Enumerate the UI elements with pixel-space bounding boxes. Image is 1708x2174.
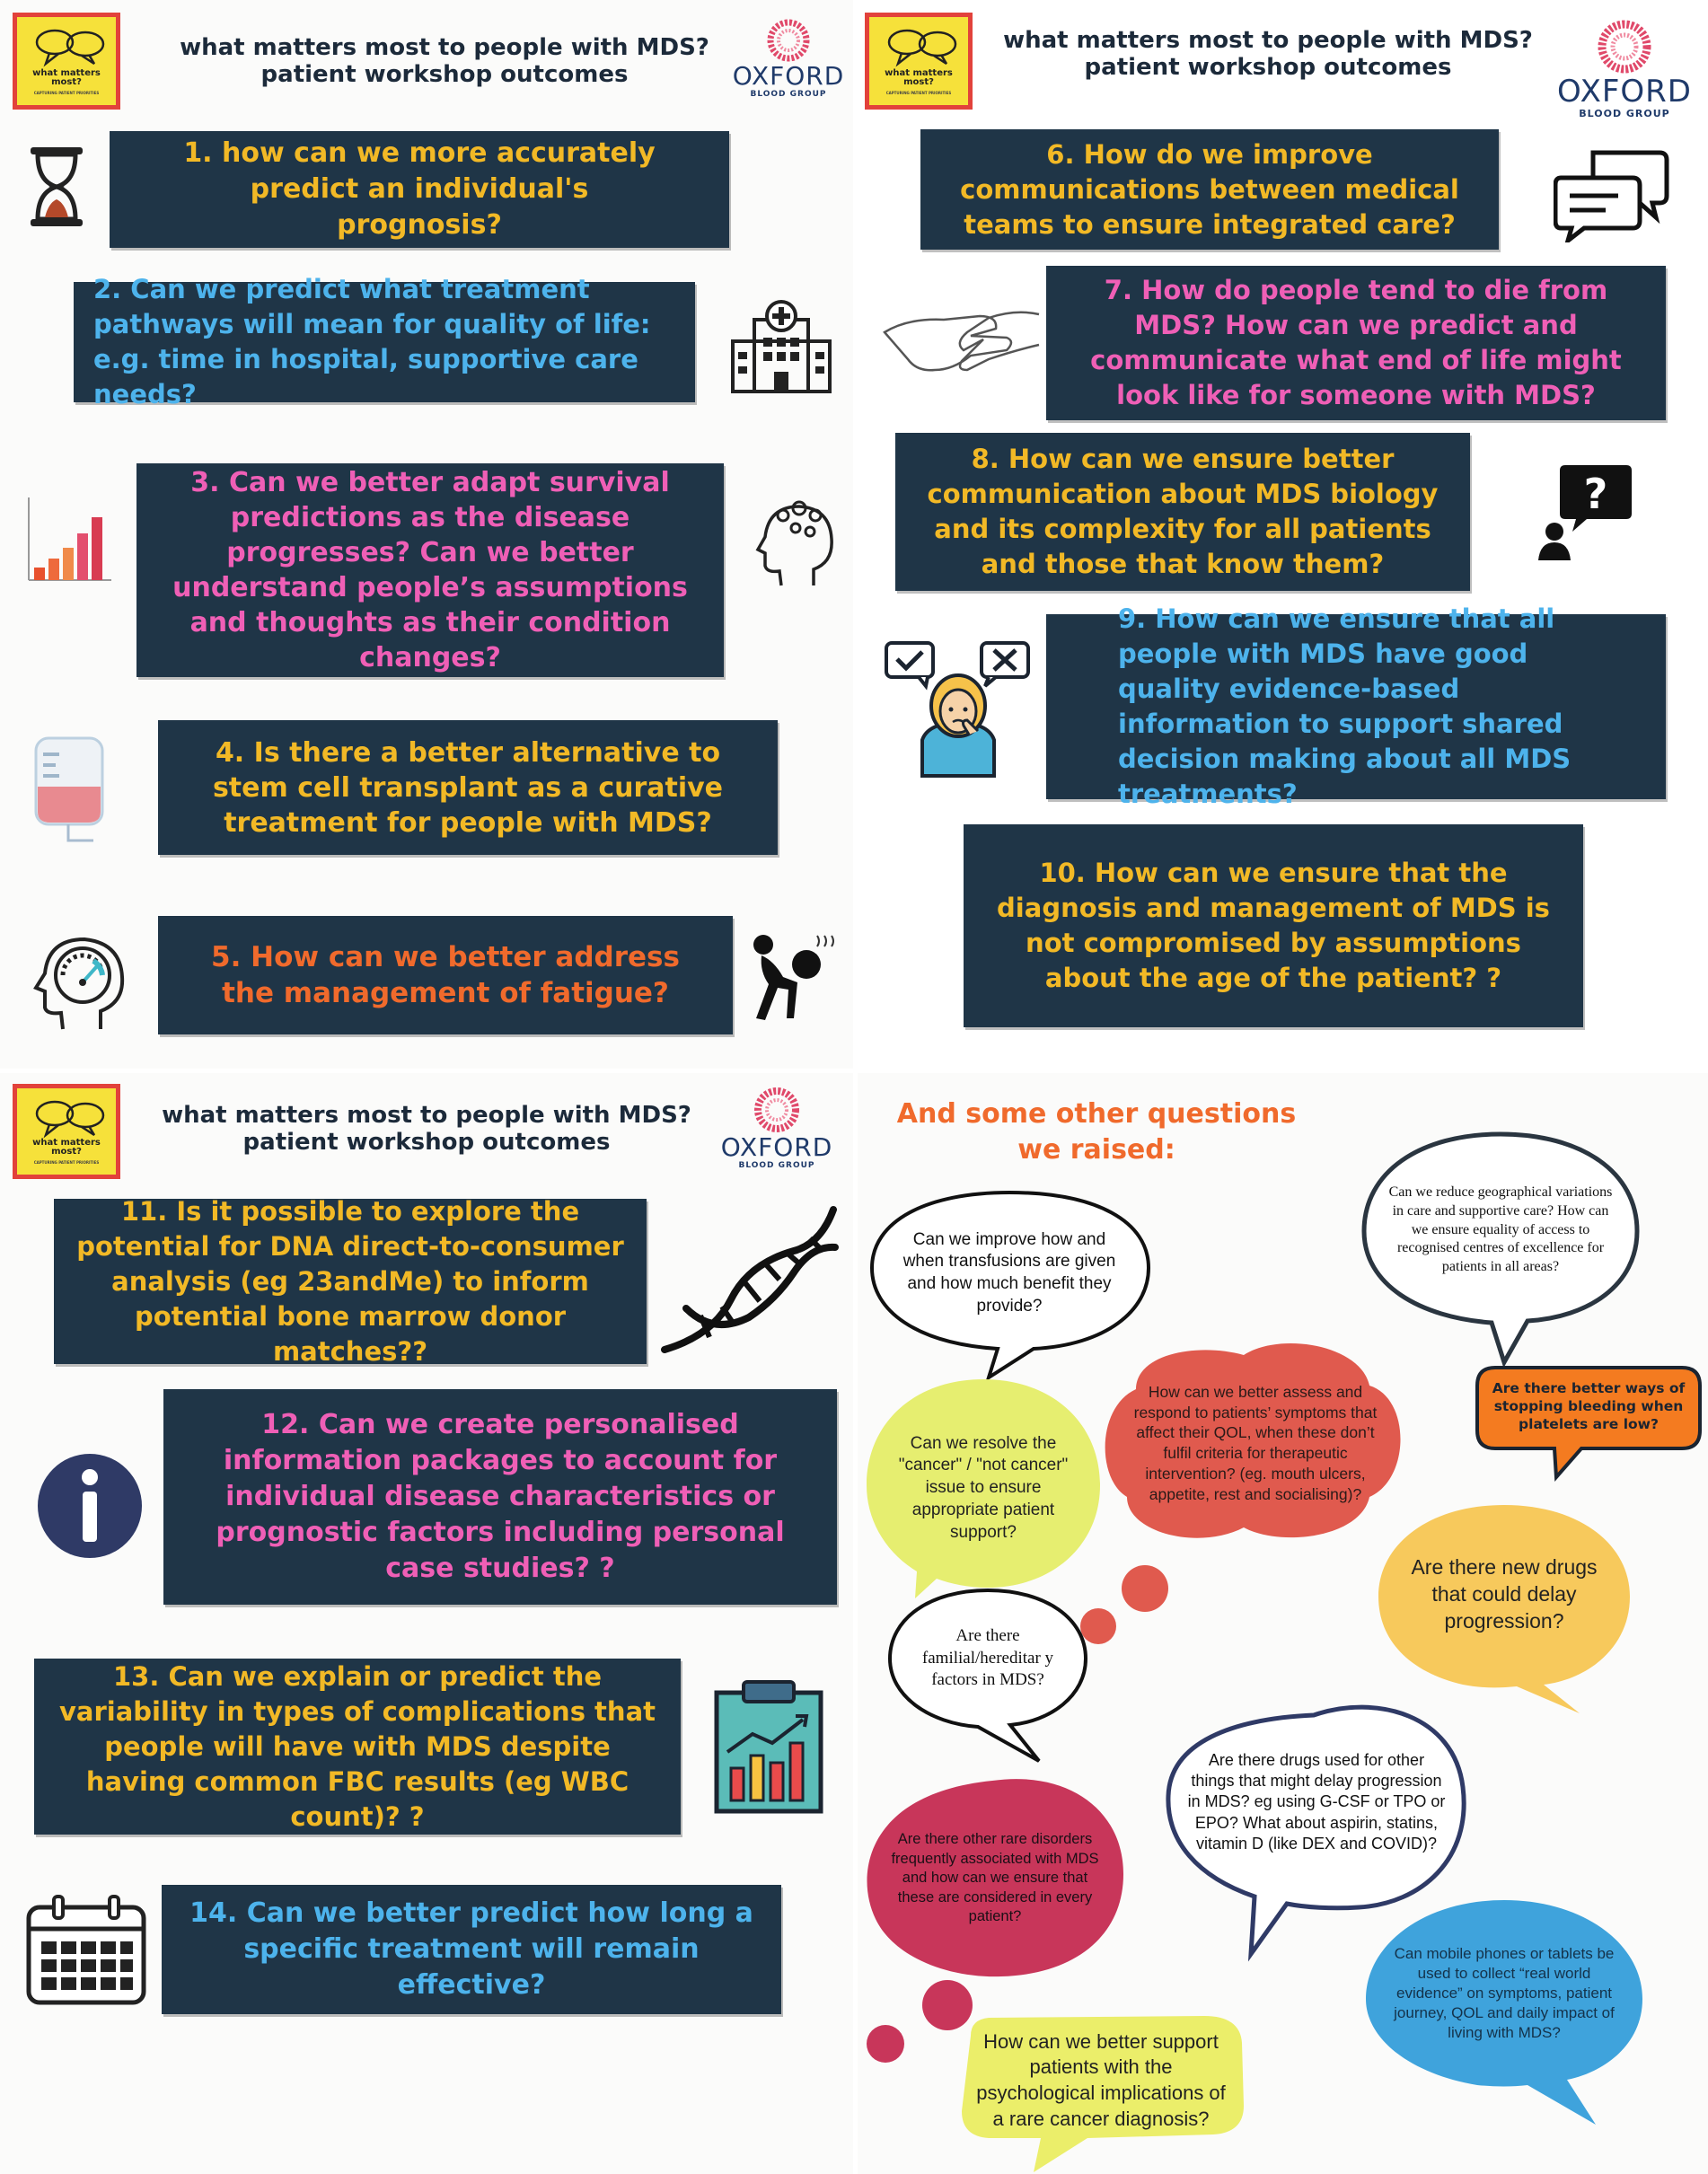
other-questions-heading: And some other questions we raised:: [896, 1098, 1297, 1166]
decision-person-icon: [883, 641, 1041, 778]
bubble-symptoms-qol: How can we better assess and respond to patients’ symptoms that affect their QOL, when these don’t fulfil criteria for therapeutic intervention? (eg. mouth ulcers, appetite, rest and socialising)?: [1100, 1335, 1411, 1551]
tired-person-icon: [747, 930, 837, 1024]
what-matters-most-logo: [13, 13, 120, 110]
head-gauge-icon: [31, 925, 131, 1033]
bubble-bleeding: Are there better ways of stopping bleeding when platelets are low?: [1474, 1364, 1704, 1481]
logo-text: what matters most?: [885, 68, 953, 87]
question-14: 14. Can we better predict how long a specific treatment will remain effective?: [162, 1885, 781, 2014]
dna-icon: [659, 1201, 839, 1359]
speech-bubbles-icon: [30, 24, 112, 69]
bubble-psychological: How can we better support patients with the psychological implications of a rare cancer diagnosis?: [935, 1980, 1249, 2174]
question-4: 4. Is there a better alternative to stem cell transplant as a curative treatment for people with MDS?: [158, 720, 778, 855]
bubble-geographical: Can we reduce geographical variations in care and supportive care? How can we ensure equality of access to recognised centres of excellence for patients in all areas?: [1357, 1127, 1644, 1369]
logo-subtext: CAPTURING PATIENT PRIORITIES: [33, 1160, 100, 1165]
bubble-rare-disorders: Are there other rare disorders frequently associated with MDS and how can we ensure that these are considered in every patient?: [858, 1766, 1132, 1991]
oxford-blood-group-logo: OXFORD BLOOD GROUP: [1544, 18, 1705, 119]
logo-text: what matters most?: [32, 68, 101, 87]
person-question-icon: [1535, 462, 1633, 562]
logo-subtext: CAPTURING PATIENT PRIORITIES: [885, 91, 952, 95]
bubble-mobile-evidence: Can mobile phones or tablets be used to collect “real world evidence” on symptoms, patient journey, QOL and daily impact of living with MDS?: [1360, 1895, 1648, 2128]
svg-text:?: ?: [1583, 470, 1608, 518]
rosette-icon: [1596, 18, 1653, 75]
bubble-new-drugs: Are there new drugs that could delay progression?: [1373, 1500, 1635, 1715]
logo-text: what matters most?: [32, 1138, 101, 1157]
holding-hands-icon: [881, 296, 1043, 386]
panel-questions-1-5: [0, 0, 853, 1069]
question-5: 5. How can we better address the management of fatigue?: [158, 916, 733, 1034]
bubble-cancer-issue: Can we resolve the "cancer" / "not cancer" issue to ensure appropriate patient support?: [861, 1374, 1105, 1603]
question-8: 8. How can we ensure better communication about MDS biology and its complexity for all patients and those that know them?: [895, 433, 1470, 591]
bubble-transfusions: Can we improve how and when transfusions are given and how much benefit they provide?: [863, 1185, 1156, 1383]
question-11: 11. Is it possible to explore the potential for DNA direct-to-consumer analysis (eg 23andMe) to inform potential bone marrow donor matches??: [54, 1199, 647, 1364]
bubble-familial: Are there familial/hereditar y factors in MDS?: [885, 1585, 1091, 1765]
panel-questions-6-10: [858, 0, 1708, 1069]
logo-subtext: CAPTURING PATIENT PRIORITIES: [33, 91, 100, 95]
hospital-icon: [729, 296, 833, 395]
rosette-icon: [753, 1086, 801, 1134]
panel-questions-11-14: [0, 1073, 853, 2174]
question-9: 9. How can we ensure that all people with MDS have good quality evidence-based information to support shared decision making about all MDS treatments?: [1046, 614, 1666, 799]
bar-chart-icon: [25, 494, 115, 584]
oxford-blood-group-logo: OXFORD BLOOD GROUP: [709, 1086, 844, 1170]
rosette-icon: [766, 18, 811, 63]
clipboard-chart-icon: [713, 1680, 824, 1815]
info-icon: [34, 1450, 145, 1562]
calendar-icon: [25, 1895, 147, 2006]
hourglass-icon: [25, 145, 88, 228]
question-2: 2. Can we predict what treatment pathways will mean for quality of life: e.g. time in hospital, supportive care needs?: [74, 282, 695, 402]
page-title: what matters most to people with MDS? patient workshop outcomes: [1003, 27, 1533, 81]
what-matters-most-logo: [865, 13, 973, 110]
question-6: 6. How do we improve communications between medical teams to ensure integrated care?: [920, 129, 1499, 250]
thought-dot-1: [1122, 1565, 1168, 1612]
bubble-repurposed-drugs: Are there drugs used for other things that might delay progression in MDS? eg using G-CSF or TPO or EPO? What about aspirin, statins, vitamin D (like DEX and COVID)?: [1161, 1688, 1472, 1958]
page-title: what matters most to people with MDS? patient workshop outcomes: [162, 1102, 691, 1156]
page-title: what matters most to people with MDS? patient workshop outcomes: [180, 34, 709, 88]
panel-other-questions: [858, 1073, 1708, 2174]
thought-dot-4: [867, 2025, 904, 2063]
speech-bubbles-icon: [30, 1096, 112, 1140]
question-12: 12. Can we create personalised information packages to account for individual disease characteristics or prognostic factors including personal case studies? ?: [163, 1389, 837, 1605]
question-1: 1. how can we more accurately predict an individual's prognosis?: [110, 131, 729, 248]
question-10: 10. How can we ensure that the diagnosis and management of MDS is not compromised by assumptions about the age of the patient? ?: [964, 824, 1583, 1027]
question-13: 13. Can we explain or predict the variability in types of complications that people will have with MDS despite having common FBC results (eg WBC count)? ?: [34, 1659, 681, 1835]
chat-bubbles-icon: [1554, 149, 1670, 242]
blood-bag-icon: [31, 735, 111, 846]
question-7: 7. How do people tend to die from MDS? How can we predict and communicate what end of life might look like for someone with MDS?: [1046, 266, 1666, 420]
what-matters-most-logo: [13, 1084, 120, 1179]
thinking-head-icon: [751, 492, 841, 593]
oxford-blood-group-logo: OXFORD BLOOD GROUP: [726, 18, 851, 99]
speech-bubbles-icon: [882, 24, 964, 69]
question-3: 3. Can we better adapt survival predictions as the disease progresses? Can we better understand people’s assumptions and thoughts as their condition changes?: [136, 463, 724, 677]
